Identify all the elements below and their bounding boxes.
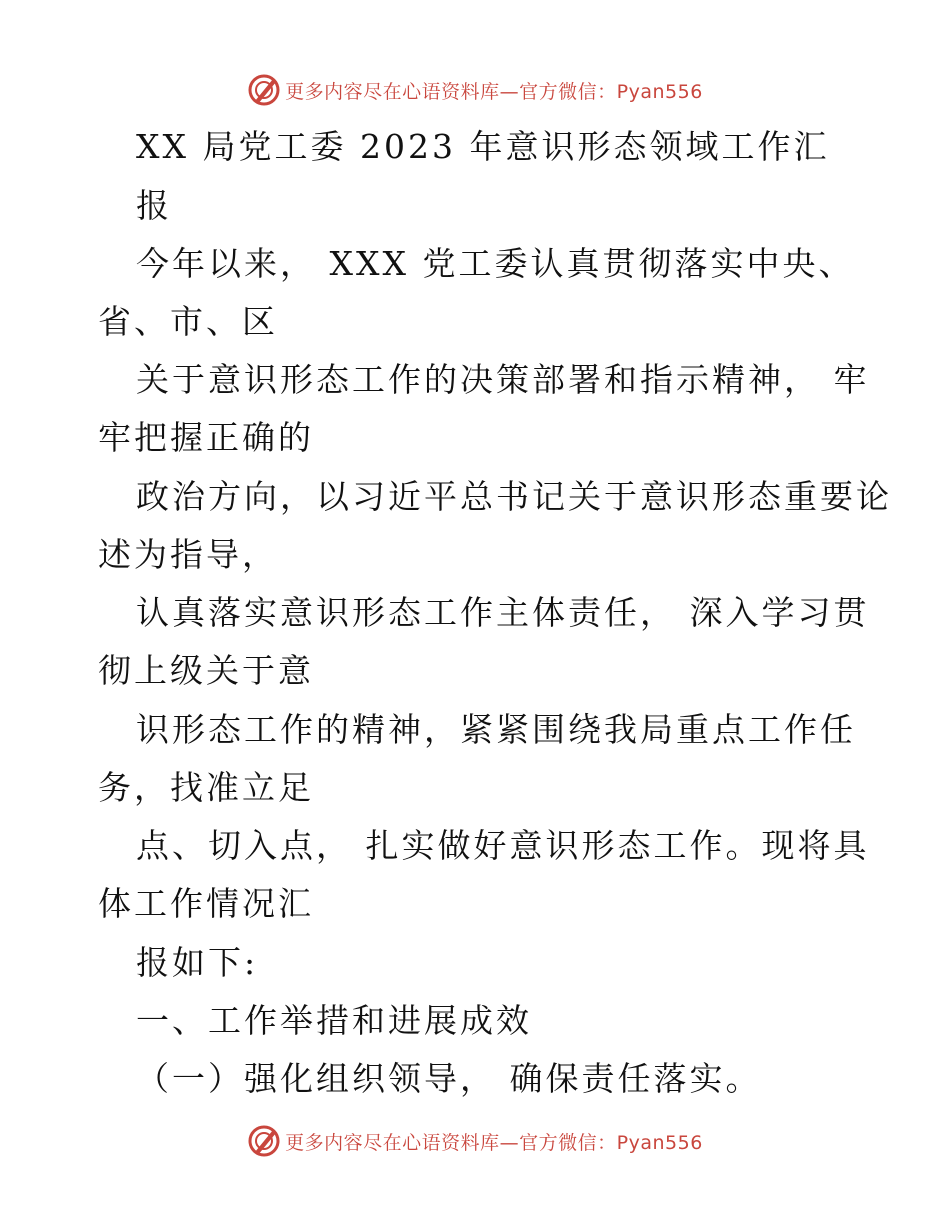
paragraph-line: 今年以来， XXX 党工委认真贯彻落实中央、 (136, 244, 855, 283)
section-heading: 一、工作举措和进展成效 (136, 1001, 532, 1040)
document-title-line-2: 报 (136, 186, 172, 225)
paragraph-line: 体工作情况汇 (98, 884, 314, 923)
footer-watermark (0, 1121, 950, 1161)
header-watermark (0, 70, 950, 110)
subsection-heading: （一）强化组织领导， 确保责任落实。 (136, 1059, 762, 1098)
paragraph-line: 报如下: (136, 943, 259, 982)
paragraph-line: 政治方向，以习近平总书记关于意识形态重要论 (136, 477, 892, 516)
watermark-text: 更多内容尽在心语资料库—官方微信：Pyan556 (285, 1131, 703, 1154)
pen-logo-icon (247, 73, 281, 107)
paragraph-line: 点、切入点， 扎实做好意识形态工作。现将具 (136, 826, 870, 865)
paragraph-line: 述为指导， (98, 535, 278, 574)
paragraph-line: 认真落实意识形态工作主体责任， 深入学习贯 (136, 593, 870, 632)
paragraph-line: 识形态工作的精神，紧紧围绕我局重点工作任 (136, 710, 856, 749)
watermark-text: 更多内容尽在心语资料库—官方微信：Pyan556 (285, 80, 703, 103)
paragraph-line: 彻上级关于意 (98, 651, 314, 690)
paragraph-line: 务，找准立足 (98, 768, 314, 807)
paragraph-line: 关于意识形态工作的决策部署和指示精神， 牢 (136, 360, 870, 399)
document-title-line-1: XX 局党工委 2023 年意识形态领域工作汇 (136, 127, 830, 166)
paragraph-line: 省、市、区 (98, 302, 278, 341)
pen-logo-icon (247, 1124, 281, 1158)
paragraph-line: 牢把握正确的 (98, 418, 314, 457)
